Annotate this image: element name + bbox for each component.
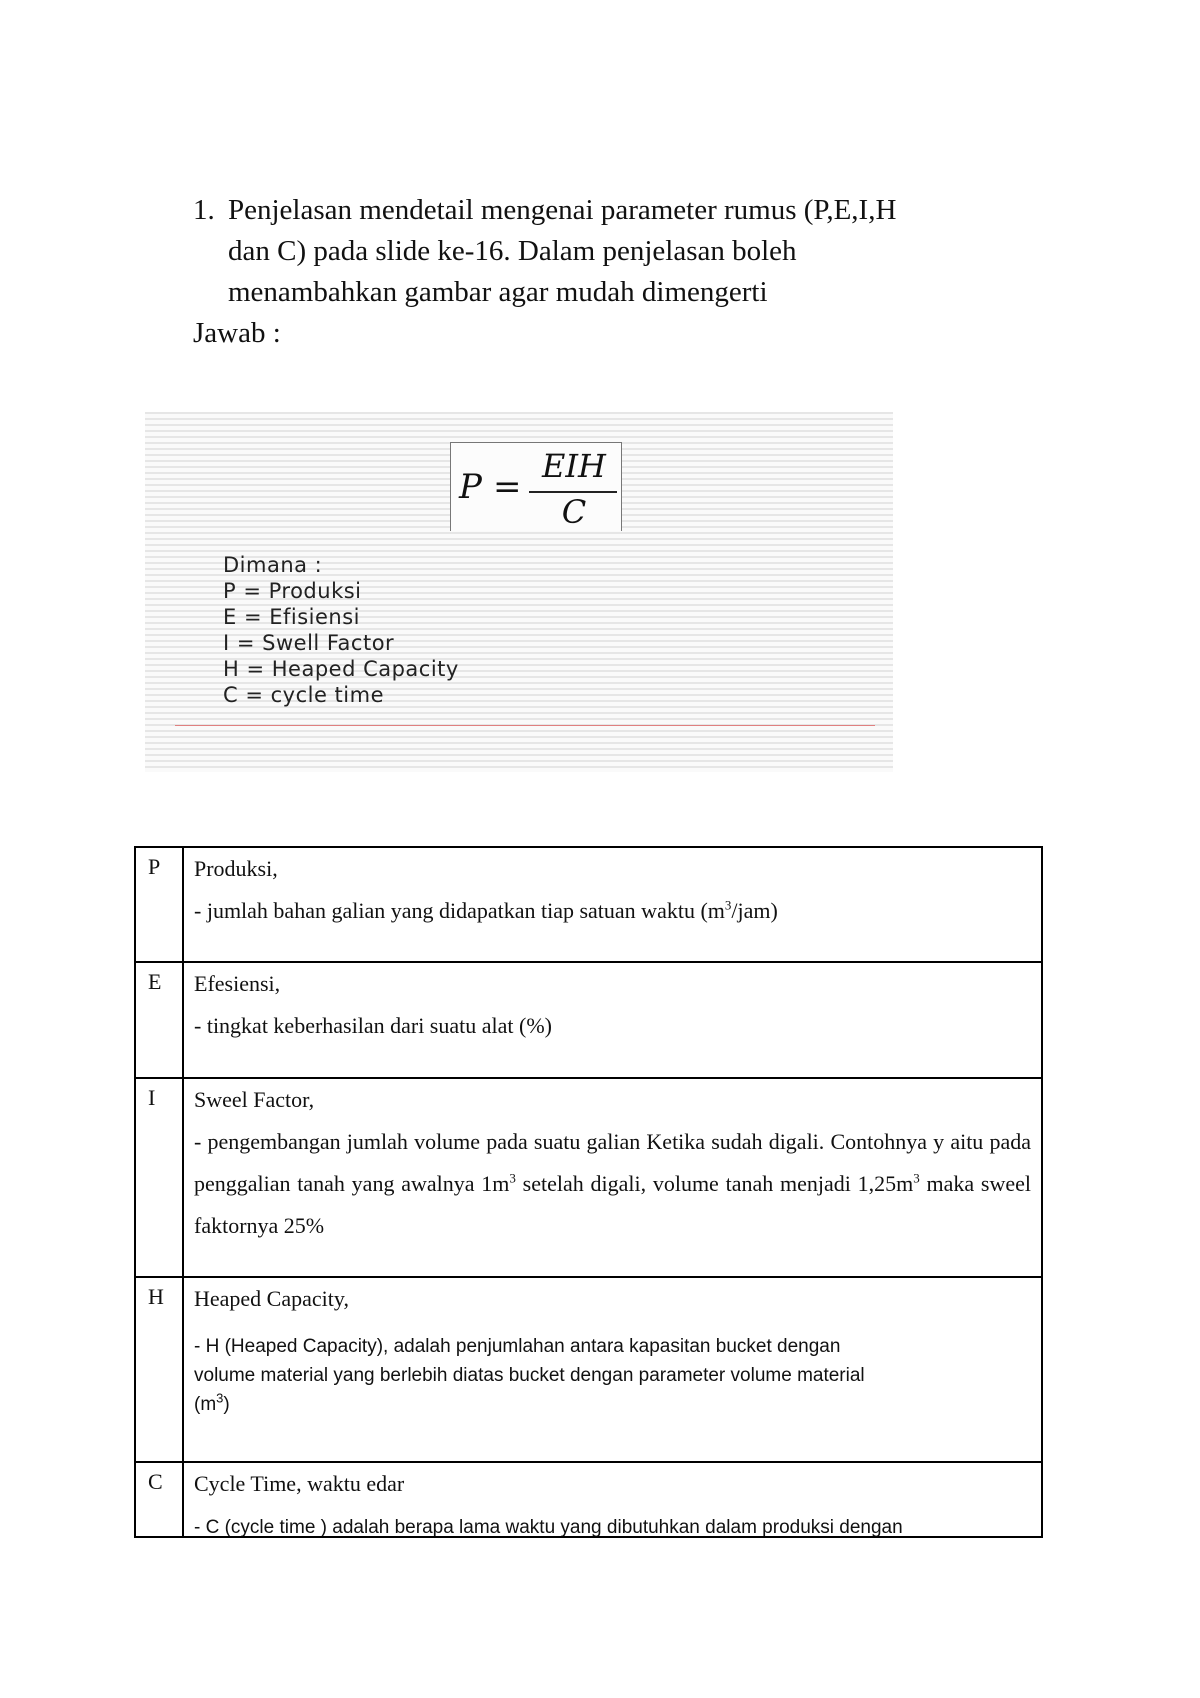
table-row <box>136 848 1041 963</box>
table-row <box>136 1079 1041 1278</box>
param-title: Sweel Factor, <box>194 1087 315 1112</box>
param-cell <box>184 848 1041 961</box>
param-cell <box>184 963 1041 1077</box>
definition-item: I = Swell Factor <box>223 631 395 655</box>
param-key: E <box>136 963 184 1077</box>
slide-image <box>145 412 893 772</box>
definitions-list <box>223 552 459 708</box>
question-block <box>193 190 1013 354</box>
question-number: 1. <box>193 194 215 226</box>
param-title: Heaped Capacity, <box>194 1286 349 1311</box>
table-row <box>136 1278 1041 1463</box>
param-description: - pengembangan jumlah volume pada suatu galian Ketika sudah digali. Contohnya y aitu pada penggalian tanah yang awalnya $1m^3$ setelah digali, volume tanah menjadi $1,25m^3$ maka sweel faktornya 25% <box>194 1129 1031 1238</box>
question-text <box>228 190 1013 313</box>
formula-left: P <box>459 467 482 507</box>
table-row <box>136 1463 1041 1538</box>
formula-equals: = <box>493 467 522 507</box>
definition-item: H = Heaped Capacity <box>223 657 459 681</box>
param-title: Cycle Time, waktu edar <box>194 1471 405 1496</box>
param-key: H <box>136 1278 184 1461</box>
question-line: menambahkan gambar agar mudah dimengerti <box>228 276 768 308</box>
definition-item: P = Produksi <box>223 579 362 603</box>
definition-item: C = cycle time <box>223 683 385 707</box>
param-key: C <box>136 1463 184 1536</box>
formula-numerator: EIH <box>542 447 606 485</box>
question-item <box>193 190 1013 313</box>
param-description: - C (cycle time ) adalah berapa lama waktu yang dibutuhkan dalam produksi dengan <box>194 1517 903 1538</box>
answer-label: Jawab : <box>193 317 281 349</box>
param-key: I <box>136 1079 184 1276</box>
slide-divider <box>175 725 875 726</box>
param-cell <box>184 1278 1041 1461</box>
param-key: P <box>136 848 184 961</box>
param-title: Efesiensi, <box>194 971 281 996</box>
table-row <box>136 963 1041 1079</box>
param-description: - H (Heaped Capacity), adalah penjumlahan antara kapasitan bucket dengan volume material yang berlebih diatas bucket dengan parameter volume material $(m^3)$ <box>194 1336 865 1415</box>
param-title: Produksi, <box>194 856 278 881</box>
formula-box <box>450 442 622 531</box>
definitions-heading: Dimana : <box>223 553 323 577</box>
definition-item: E = Efisiensi <box>223 605 360 629</box>
question-line: dan C) pada slide ke-16. Dalam penjelasan boleh <box>228 235 797 267</box>
parameter-table <box>134 846 1043 1538</box>
question-line: Penjelasan mendetail mengenai parameter rumus (P,E,I,H <box>228 194 897 226</box>
param-description: - tingkat keberhasilan dari suatu alat (%) <box>194 1013 552 1038</box>
formula-denominator: C <box>561 493 587 531</box>
param-cell <box>184 1463 1041 1536</box>
param-description: - jumlah bahan galian yang didapatkan tiap satuan waktu $(m^3/jam)$ <box>194 897 778 923</box>
param-cell <box>184 1079 1041 1276</box>
